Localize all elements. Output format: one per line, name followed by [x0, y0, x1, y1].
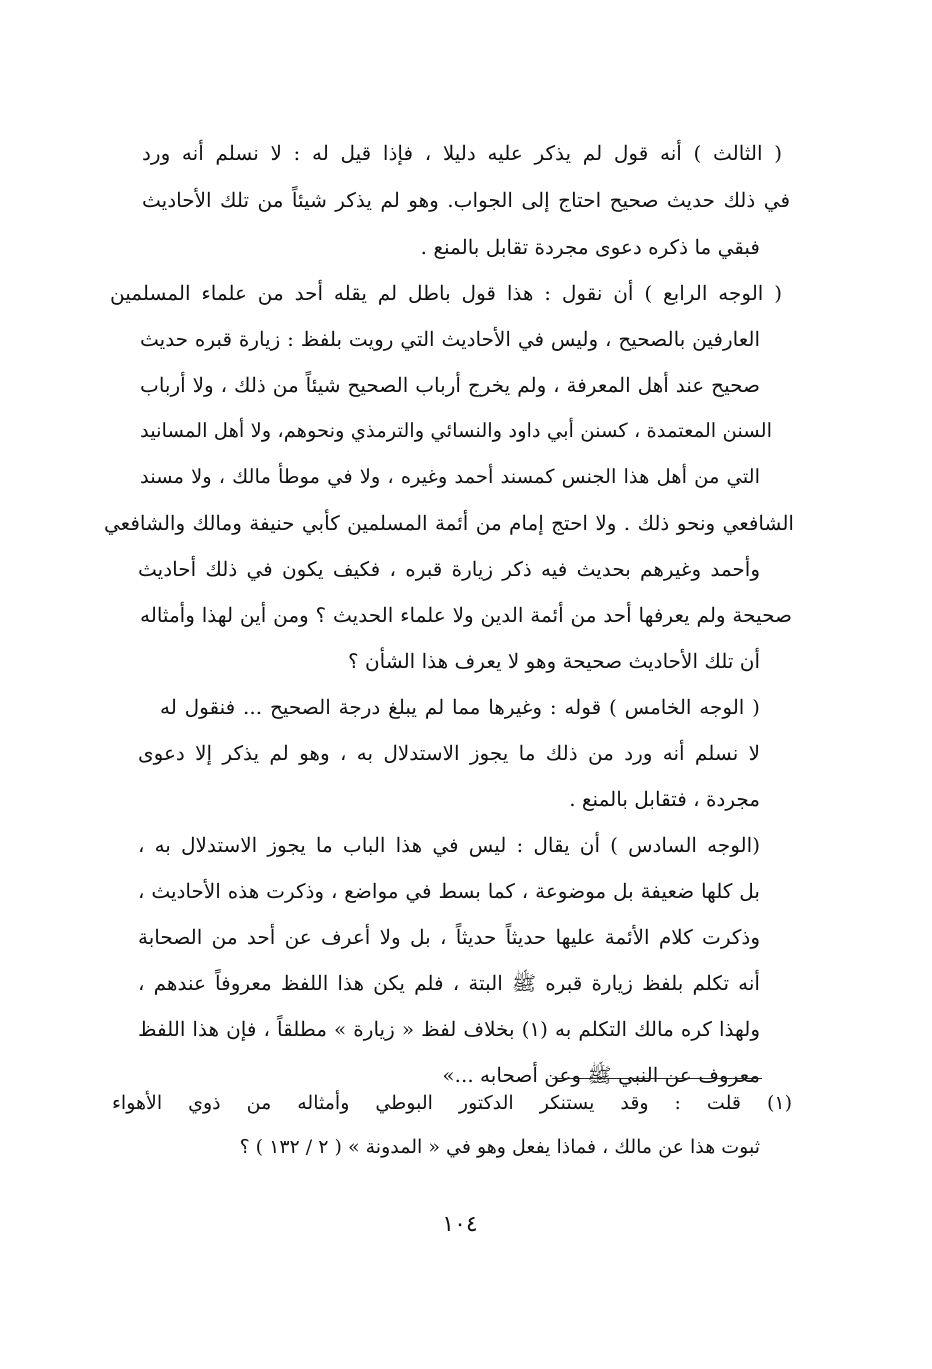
text-line: ولهذا كره مالك التكلم به (١) بخلاف لفظ « زيارة » مطلقاً ، فإن هذا اللفظ [138, 1017, 761, 1041]
page-number: ١٠٤ [442, 1212, 478, 1237]
text-line: صحيح عند أهل المعرفة ، ولم يخرج أرباب الصحيح شيئاً من ذلك ، ولا أرباب [140, 373, 760, 397]
footnote-rule [552, 1078, 762, 1079]
text-line: ( الوجه الخامس ) قوله : وغيرها مما لم يبلغ درجة الصحيح ... فنقول له [160, 695, 760, 719]
text-line: وذكرت كلام الأئمة عليها حديثاً حديثاً ، بل ولا أعرف عن أحد من الصحابة [138, 925, 760, 949]
footnote-line: ثبوت هذا عن مالك ، فماذا يفعل وهو في « المدونة » ( ٢ / ١٣٢ ) ؟ [239, 1136, 760, 1158]
text-line: صحيحة ولم يعرفها أحد من أئمة الدين ولا علماء الحديث ؟ ومن أين لهذا وأمثاله [140, 603, 792, 627]
text-line: الشافعي ونحو ذلك . ولا احتج إمام من أئمة المسلمين كأبي حنيفة ومالك والشافعي [104, 511, 794, 535]
footnote-line: (١) قلت : وقد يستنكر الدكتور البوطي وأمثاله من ذوي الأهواء [112, 1092, 792, 1114]
text-line: في ذلك حديث صحيح احتاج إلى الجواب. وهو لم يذكر شيئاً من تلك الأحاديث [142, 188, 790, 212]
text-line: أنه تكلم بلفظ زيارة قبره ﷺ البتة ، فلم يكن هذا اللفظ معروفاً عندهم ، [138, 971, 760, 995]
text-line: معروف عن النبي ﷺ وعن أصحابه ...» [442, 1063, 760, 1087]
text-line: أن تلك الأحاديث صحيحة وهو لا يعرف هذا الشأن ؟ [347, 649, 760, 673]
text-line: فبقي ما ذكره دعوى مجردة تقابل بالمنع . [420, 235, 760, 259]
text-line: السنن المعتمدة ، كسنن أبي داود والنسائي والترمذي ونحوهم، ولا أهل المسانيد [140, 419, 772, 442]
text-line: مجردة ، فتقابل بالمنع . [569, 787, 760, 811]
text-line: ( الوجه الرابع ) أن نقول : هذا قول باطل لم يقله أحد من علماء المسلمين [110, 281, 782, 305]
text-line: ( الثالث ) أنه قول لم يذكر عليه دليلا ، فإذا قيل له : لا نسلم أنه ورد [142, 141, 783, 165]
text-line: وأحمد وغيرهم بحديث فيه ذكر زيارة قبره ، فكيف يكون في ذلك أحاديث [138, 557, 760, 581]
text-line: لا نسلم أنه ورد من ذلك ما يجوز الاستدلال به ، وهو لم يذكر إلا دعوى [138, 741, 760, 765]
text-line: العارفين بالصحيح ، وليس في الأحاديث التي رويت بلفظ : زيارة قبره حديث [140, 327, 760, 351]
text-line: التي من أهل هذا الجنس كمسند أحمد وغيره ، ولا في موطأ مالك ، ولا مسند [140, 465, 760, 488]
text-line: بل كلها ضعيفة بل موضوعة ، كما بسط في مواضع ، وذكرت هذه الأحاديث ، [138, 879, 760, 903]
text-line: (الوجه السادس ) أن يقال : ليس في هذا الباب ما يجوز الاستدلال به ، [138, 833, 760, 857]
